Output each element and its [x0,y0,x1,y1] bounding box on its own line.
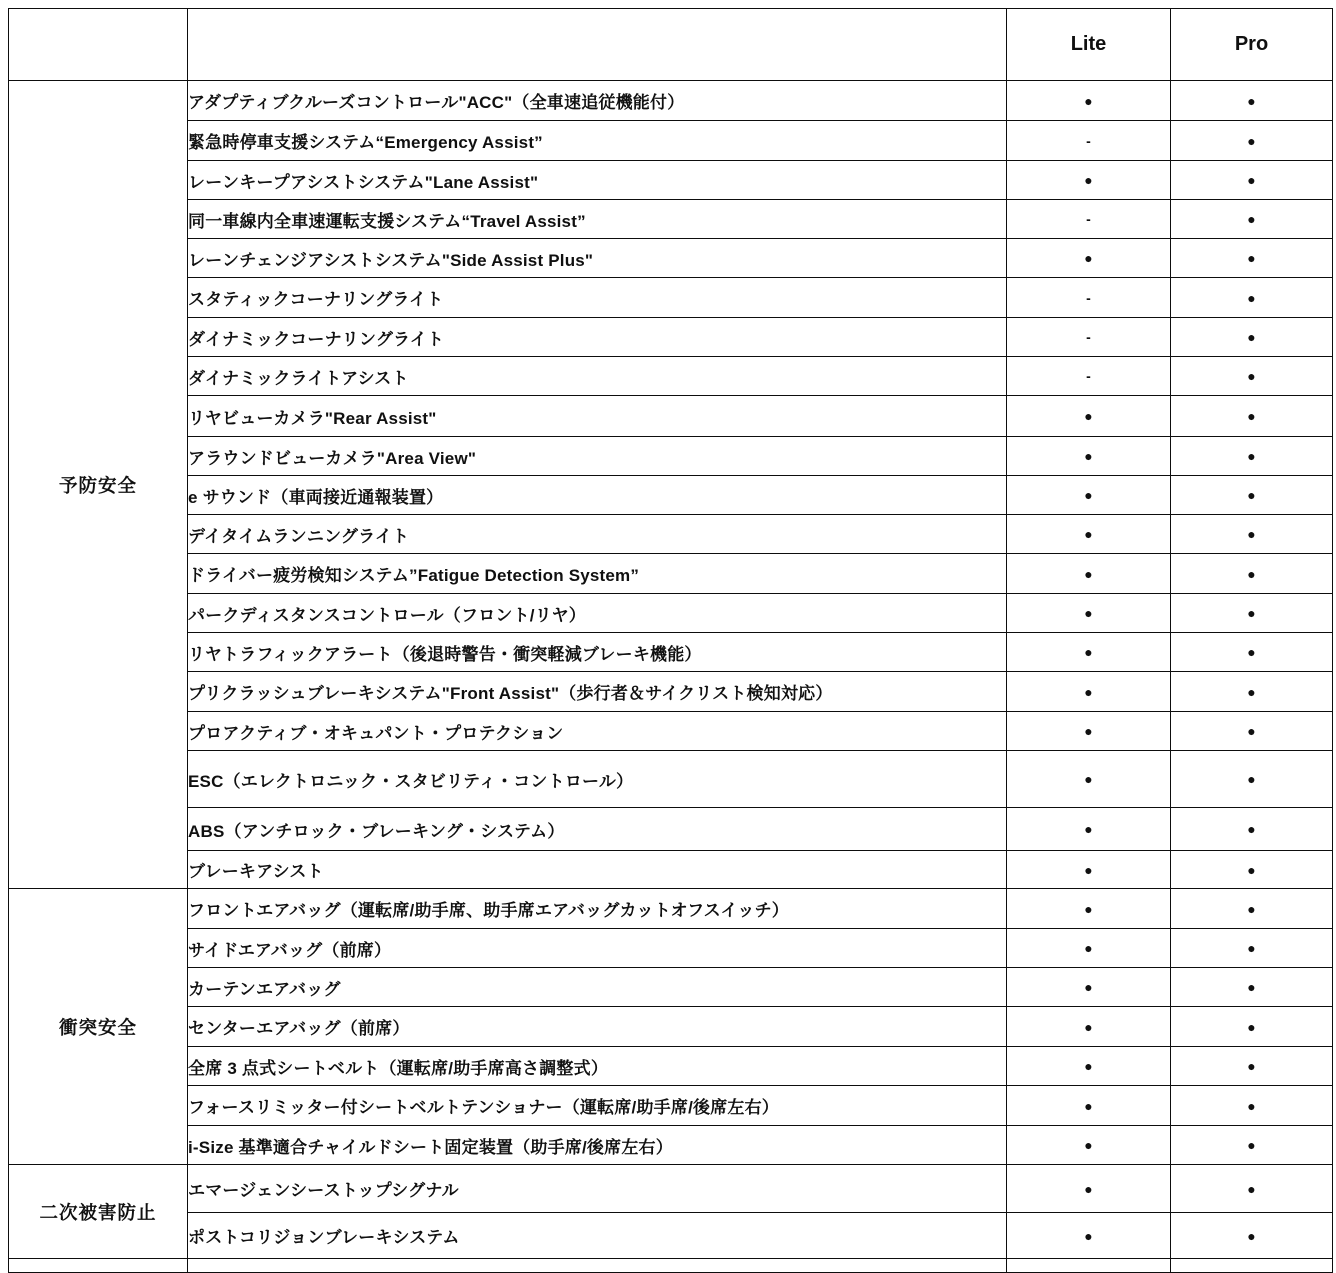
lite-mark: - [1007,121,1171,161]
table-row [9,712,1333,751]
lite-mark: ● [1007,672,1171,712]
lite-mark: ● [1007,929,1171,968]
table-row [9,1126,1333,1165]
pro-mark: ● [1171,889,1333,929]
feature-label: プリクラッシュブレーキシステム"Front Assist"（歩行者＆サイクリスト検知対応） [188,672,1007,712]
feature-label: レーンチェンジアシストシステム"Side Assist Plus" [188,239,1007,278]
pro-mark: ● [1171,239,1333,278]
pro-mark: ● [1171,437,1333,476]
feature-label: ブレーキアシスト [188,851,1007,889]
table-row [9,81,1333,121]
lite-mark: ● [1007,81,1171,121]
pro-mark: ● [1171,476,1333,515]
lite-mark: ● [1007,396,1171,437]
pro-mark: ● [1171,357,1333,396]
pro-mark: ● [1171,1126,1333,1165]
feature-label: フォースリミッター付シートベルトテンショナー（運転席/助手席/後席左右） [188,1086,1007,1126]
section-label-preventive-safety: 予防安全 [9,81,188,889]
lite-mark: ● [1007,851,1171,889]
feature-label: ポストコリジョンブレーキシステム [188,1213,1007,1259]
pro-mark: ● [1171,712,1333,751]
lite-mark: - [1007,318,1171,357]
feature-label: リヤビューカメラ"Rear Assist" [188,396,1007,437]
pro-mark: ● [1171,1086,1333,1126]
pro-mark: ● [1171,1213,1333,1259]
feature-label: フロントエアバッグ（運転席/助手席、助手席エアバッグカットオフスイッチ） [188,889,1007,929]
lite-mark: ● [1007,1047,1171,1086]
pro-mark: ● [1171,81,1333,121]
pro-mark: ● [1171,554,1333,594]
feature-label: サイドエアバッグ（前席） [188,929,1007,968]
table-row [9,357,1333,396]
pro-mark: ● [1171,929,1333,968]
feature-label: プロアクティブ・オキュパント・プロテクション [188,712,1007,751]
feature-label: 緊急時停車支援システム“Emergency Assist” [188,121,1007,161]
table-row [9,278,1333,318]
table-row [9,437,1333,476]
table-row [9,476,1333,515]
pro-mark: ● [1171,1007,1333,1047]
lite-mark: ● [1007,476,1171,515]
pro-mark: ● [1171,200,1333,239]
lite-mark: ● [1007,808,1171,851]
feature-label: レーンキープアシストシステム"Lane Assist" [188,161,1007,200]
feature-label: アラウンドビューカメラ"Area View" [188,437,1007,476]
section-label-collision-safety: 衝突安全 [9,889,188,1165]
lite-mark: - [1007,200,1171,239]
column-header-lite: Lite [1007,9,1171,81]
lite-mark: - [1007,357,1171,396]
table-row [9,929,1333,968]
lite-mark: ● [1007,633,1171,672]
pro-mark: ● [1171,851,1333,889]
lite-mark: ● [1007,1165,1171,1213]
lite-mark: ● [1007,1086,1171,1126]
pro-mark: ● [1171,515,1333,554]
safety-feature-comparison [8,8,1333,1273]
feature-label: ABS（アンチロック・ブレーキング・システム） [188,808,1007,851]
table-row [9,672,1333,712]
lite-mark: ● [1007,437,1171,476]
table-row [9,121,1333,161]
section-label-secondary-damage-prevention: 二次被害防止 [9,1165,188,1259]
pro-mark: ● [1171,633,1333,672]
table-row [9,851,1333,889]
pro-mark: ● [1171,161,1333,200]
feature-label: エマージェンシーストップシグナル [188,1165,1007,1213]
table-row [9,554,1333,594]
lite-mark: ● [1007,751,1171,808]
lite-mark: ● [1007,515,1171,554]
feature-label: 全席 3 点式シートベルト（運転席/助手席高さ調整式） [188,1047,1007,1086]
pro-mark: ● [1171,1047,1333,1086]
feature-label: リヤトラフィックアラート（後退時警告・衝突軽減ブレーキ機能） [188,633,1007,672]
column-header-pro: Pro [1171,9,1333,81]
lite-mark: ● [1007,554,1171,594]
table-row [9,1047,1333,1086]
feature-label: e サウンド（車両接近通報装置） [188,476,1007,515]
lite-mark: ● [1007,712,1171,751]
table-row [9,1165,1333,1213]
lite-mark: ● [1007,1007,1171,1047]
header-row [9,9,1333,81]
pro-mark: ● [1171,808,1333,851]
table-row [9,808,1333,851]
table-row [9,889,1333,929]
table-row [9,515,1333,554]
pro-mark: ● [1171,1165,1333,1213]
lite-mark: ● [1007,1213,1171,1259]
pro-mark: ● [1171,278,1333,318]
lite-mark: ● [1007,594,1171,633]
table-row [9,161,1333,200]
table-row [9,968,1333,1007]
feature-label: ダイナミックコーナリングライト [188,318,1007,357]
lite-mark: - [1007,278,1171,318]
feature-label: 同一車線内全車速運転支援システム“Travel Assist” [188,200,1007,239]
feature-label: カーテンエアバッグ [188,968,1007,1007]
table-row [9,396,1333,437]
feature-label: アダプティブクルーズコントロール"ACC"（全車速追従機能付） [188,81,1007,121]
table-row [9,1086,1333,1126]
table-row [9,1007,1333,1047]
feature-label: デイタイムランニングライト [188,515,1007,554]
lite-mark: ● [1007,889,1171,929]
group-column-header [9,9,188,81]
feature-label: i-Size 基準適合チャイルドシート固定装置（助手席/後席左右） [188,1126,1007,1165]
lite-mark: ● [1007,1126,1171,1165]
feature-column-header [188,9,1007,81]
pro-mark: ● [1171,751,1333,808]
pro-mark: ● [1171,121,1333,161]
table-row [9,594,1333,633]
lite-mark: ● [1007,968,1171,1007]
table-row [9,318,1333,357]
table-row [9,200,1333,239]
pro-mark: ● [1171,968,1333,1007]
table-row [9,751,1333,808]
table-row [9,239,1333,278]
table-row [9,1213,1333,1259]
lite-mark: ● [1007,239,1171,278]
pro-mark: ● [1171,396,1333,437]
pro-mark: ● [1171,318,1333,357]
feature-label: スタティックコーナリングライト [188,278,1007,318]
lite-mark: ● [1007,161,1171,200]
feature-label: ドライバー疲労検知システム”Fatigue Detection System” [188,554,1007,594]
feature-label: ESC（エレクトロニック・スタビリティ・コントロール） [188,751,1007,808]
pro-mark: ● [1171,594,1333,633]
table-row [9,633,1333,672]
pro-mark: ● [1171,672,1333,712]
feature-label: ダイナミックライトアシスト [188,357,1007,396]
safety-feature-table [8,8,1333,1273]
feature-label: パークディスタンスコントロール（フロント/リヤ） [188,594,1007,633]
feature-label: センターエアバッグ（前席） [188,1007,1007,1047]
